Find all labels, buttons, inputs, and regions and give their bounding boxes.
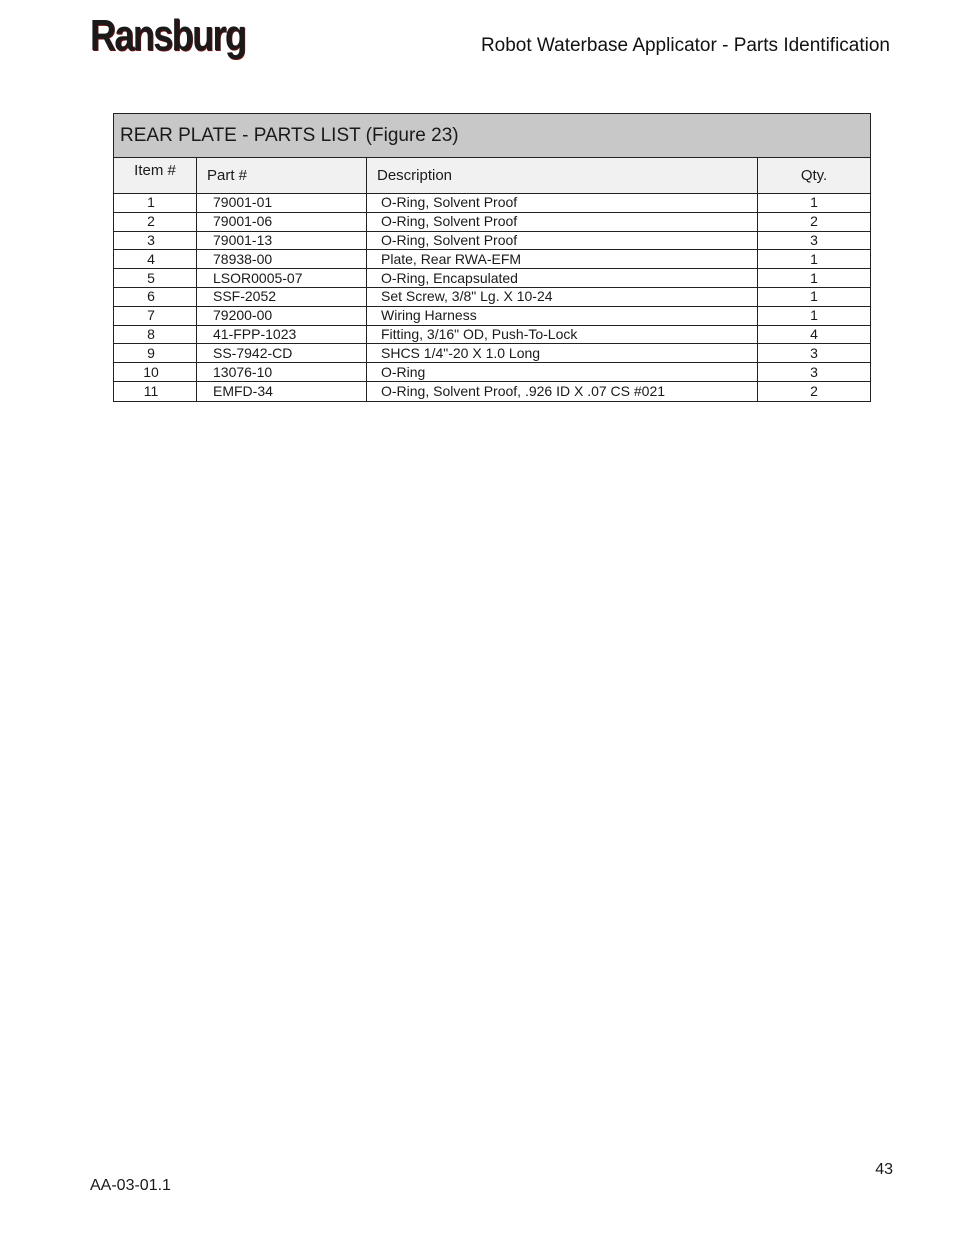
cell-description: Plate, Rear RWA-EFM xyxy=(367,250,758,269)
cell-part-number: 79001-13 xyxy=(197,231,367,250)
page-number: 43 xyxy=(875,1161,893,1178)
table-title: REAR PLATE - PARTS LIST (Figure 23) xyxy=(114,114,871,158)
cell-description: O-Ring, Solvent Proof xyxy=(367,231,758,250)
table-row xyxy=(114,212,871,231)
table-row xyxy=(114,363,871,382)
cell-part-number: LSOR0005-07 xyxy=(197,269,367,288)
cell-item: 10 xyxy=(114,363,197,382)
cell-description: O-Ring, Solvent Proof xyxy=(367,212,758,231)
table-header-row xyxy=(114,158,871,194)
cell-part-number: 79200-00 xyxy=(197,306,367,325)
cell-item: 4 xyxy=(114,250,197,269)
column-header-qty: Qty. xyxy=(758,158,871,194)
cell-qty: 3 xyxy=(758,363,871,382)
cell-item: 6 xyxy=(114,287,197,306)
cell-description: Set Screw, 3/8" Lg. X 10-24 xyxy=(367,287,758,306)
cell-qty: 2 xyxy=(810,382,818,399)
parts-list-table xyxy=(113,113,871,402)
cell-qty: 3 xyxy=(758,231,871,250)
cell-part-number: EMFD-34 xyxy=(197,381,367,401)
document-title: Robot Waterbase Applicator - Parts Identification xyxy=(480,35,890,56)
table-row xyxy=(114,250,871,269)
cell-item: 1 xyxy=(114,194,197,213)
cell-part-number: 79001-06 xyxy=(197,212,367,231)
cell-part-number: 13076-10 xyxy=(197,363,367,382)
table-row xyxy=(114,325,871,344)
cell-part-number: 78938-00 xyxy=(197,250,367,269)
column-header-part: Part # xyxy=(197,158,367,194)
cell-qty: 1 xyxy=(758,250,871,269)
table-row xyxy=(114,381,871,401)
cell-description: Fitting, 3/16" OD, Push-To-Lock xyxy=(367,325,758,344)
cell-part-number: 79001-01 xyxy=(197,194,367,213)
cell-item: 5 xyxy=(114,269,197,288)
cell-item: 3 xyxy=(114,231,197,250)
cell-qty: 1 xyxy=(758,287,871,306)
cell-part-number: SSF-2052 xyxy=(197,287,367,306)
table-row xyxy=(114,231,871,250)
cell-description: O-Ring, Encapsulated xyxy=(367,269,758,288)
cell-qty: 1 xyxy=(758,269,871,288)
column-header-item: Item # xyxy=(114,158,197,194)
cell-description: O-Ring, Solvent Proof, .926 ID X .07 CS #021 xyxy=(367,381,758,401)
cell-description: SHCS 1/4"-20 X 1.0 Long xyxy=(367,344,758,363)
ransburg-logo: Ransburg xyxy=(90,11,246,60)
cell-part-number: 41-FPP-1023 xyxy=(197,325,367,344)
cell-description: O-Ring xyxy=(367,363,758,382)
column-header-description: Description xyxy=(367,158,758,194)
cell-item: 7 xyxy=(114,306,197,325)
cell-item: 11 xyxy=(114,381,197,401)
cell-description: Wiring Harness xyxy=(367,306,758,325)
table-row xyxy=(114,306,871,325)
cell-qty: 1 xyxy=(758,194,871,213)
cell-item: 8 xyxy=(114,325,197,344)
cell-description: O-Ring, Solvent Proof xyxy=(367,194,758,213)
table-row xyxy=(114,287,871,306)
table-row xyxy=(114,194,871,213)
cell-qty: 3 xyxy=(758,344,871,363)
cell-qty: 1 xyxy=(758,306,871,325)
table-body xyxy=(114,194,871,402)
cell-qty: 2 xyxy=(758,212,871,231)
cell-qty: 4 xyxy=(758,325,871,344)
cell-item: 9 xyxy=(114,344,197,363)
table-title-row xyxy=(114,114,871,158)
document-number: AA-03-01.1 xyxy=(90,1177,171,1194)
table-row xyxy=(114,269,871,288)
cell-part-number: SS-7942-CD xyxy=(197,344,367,363)
table-row xyxy=(114,344,871,363)
cell-item: 2 xyxy=(114,212,197,231)
